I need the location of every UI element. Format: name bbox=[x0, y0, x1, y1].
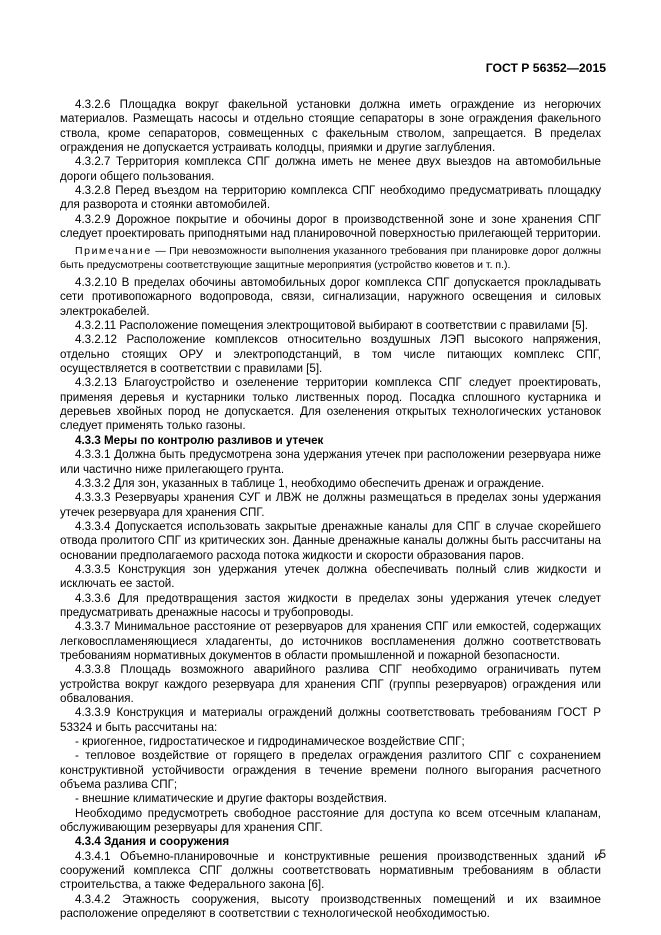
list-item-cryogenic: - криогенное, гидростатическое и гидродинамическое воздействие СПГ; bbox=[75, 735, 465, 749]
note-label: Примечание bbox=[75, 245, 152, 258]
paragraph-4-3-3-2: 4.3.3.2 Для зон, указанных в таблице 1, необходимо обеспечить дренаж и ограждение. bbox=[75, 476, 545, 490]
page-body bbox=[60, 98, 601, 922]
paragraph-4-3-2-11: 4.3.2.11 Расположение помещения электрощитовой выбирают в соответствии с правилами [5]. bbox=[75, 319, 589, 333]
list-item-climatic: - внешние климатические и другие факторы воздействия. bbox=[75, 792, 387, 806]
paragraph-4-3-3-7: 4.3.3.7 Минимальное расстояние от резервуаров для хранения СПГ или емкостей, содержащих легковоспламеняющиеся хладагенты, до источников воспламенения должно соответствовать требованиям нормативных документов в области промышленной и пожарной безопасности. bbox=[60, 620, 601, 662]
list-item-thermal: - тепловое воздействие от горящего в пределах ограждения разлитого СПГ с сохранением конструктивной устойчивости ограждения в течение времени полного выгорания расчетного объема разлива СПГ; bbox=[60, 749, 601, 792]
paragraph-4-3-3-6: 4.3.3.6 Для предотвращения застоя жидкости в пределах зоны удержания утечек следует предусматривать дренажные насосы и трубопроводы. bbox=[60, 591, 601, 619]
page-number: 5 bbox=[599, 847, 606, 861]
paragraph-4-3-2-10: 4.3.2.10 В пределах обочины автомобильных дорог комплекса СПГ допускается прокладывать сети противопожарного водопровода, связи, сигнализации, наружного освещения и силовых электрокабелей. bbox=[60, 276, 601, 318]
paragraph-4-3-3-4: 4.3.3.4 Допускается использовать закрытые дренажные каналы для СПГ в случае скорейшего отвода пролитого СПГ из критических зон. Данные дренажные каналы должны быть рассчитаны на основании предполагаемого расхода потока жидкости и скорости образования паров. bbox=[60, 519, 601, 562]
paragraph-4-3-3-1: 4.3.3.1 Должна быть предусмотрена зона удержания утечек при расположении резервуара ниже или частично ниже прилегающего грунта. bbox=[60, 448, 601, 476]
paragraph-4-3-2-12: 4.3.2.12 Расположение комплексов относительно воздушных ЛЭП высокого напряжения, отдельно стоящих ОРУ и электроподстанций, в том числе питающих комплекс СПГ, осуществляется в соответствии с правилами [5]. bbox=[60, 333, 601, 376]
paragraph-4-3-2-6: 4.3.2.6 Площадка вокруг факельной установки должна иметь ограждение из негорючих материалов. Размещать насосы и отдельно стоящие сепараторы в зоне ограждения факельного ствола, кроме сепараторов, совмещенных с факельным стволом, запрещается. В пределах ограждения не допускается устраивать колодцы, приямки и другие заглубления. bbox=[60, 98, 601, 155]
section-heading-4-3-4: 4.3.4 Здания и сооружения bbox=[75, 835, 230, 849]
paragraph-4-3-3-9: 4.3.3.9 Конструкция и материалы ограждений должны соответствовать требованиям ГОСТ Р 53324 и быть рассчитаны на: bbox=[60, 706, 601, 734]
paragraph-4-3-3-8: 4.3.3.8 Площадь возможного аварийного разлива СПГ необходимо ограничивать путем устройства вокруг каждого резервуара для хранения СПГ (группы резервуаров) ограждения или обвалования. bbox=[60, 663, 601, 705]
paragraph-4-3-2-9: 4.3.2.9 Дорожное покрытие и обочины дорог в производственной зоне и зоне хранения СПГ следует проектировать приподнятыми над планировочной поверхностью прилегающей территории. bbox=[60, 212, 601, 241]
paragraph-4-3-2-7: 4.3.2.7 Территория комплекса СПГ должна иметь не менее двух выездов на автомобильные дороги общего пользования. bbox=[60, 155, 601, 183]
paragraph-access-distance: Необходимо предусмотреть свободное расстояние для доступа ко всем отсечным клапанам, обслуживающим резервуары для хранения СПГ. bbox=[60, 806, 601, 835]
paragraph-4-3-3-3: 4.3.3.3 Резервуары хранения СУГ и ЛВЖ не должны размещаться в пределах зоны удержания утечек резервуара для хранения СПГ. bbox=[60, 491, 601, 519]
paragraph-4-3-4-1: 4.3.4.1 Объемно-планировочные и конструктивные решения производственных зданий и сооружений комплекса СПГ должны соответствовать нормативным требованиям в области строительства, а также Федерального закона [6]. bbox=[60, 849, 601, 892]
section-heading-4-3-3: 4.3.3 Меры по контролю разливов и утечек bbox=[75, 433, 324, 447]
paragraph-4-3-3-5: 4.3.3.5 Конструкция зон удержания утечек должна обеспечивать полный слив жидкости и исключать ее застой. bbox=[60, 562, 601, 591]
standard-designation: ГОСТ Р 56352—2015 bbox=[485, 61, 606, 75]
note-text: — При невозможности выполнения указанного требования при планировке дорог должны быть предусмотрены соответствующие защитные мероприятия (устройство кюветов и т. п.). bbox=[60, 245, 601, 272]
paragraph-4-3-4-2: 4.3.4.2 Этажность сооружения, высоту производственных помещений и их взаимное расположение определяют в соответствии с технологической необходимостью. bbox=[60, 892, 601, 921]
note bbox=[60, 245, 601, 273]
paragraph-4-3-2-8: 4.3.2.8 Перед въездом на территорию комплекса СПГ необходимо предусматривать площадку для разворота и стоянки автомобилей. bbox=[60, 184, 601, 212]
paragraph-4-3-2-13: 4.3.2.13 Благоустройство и озеленение территории комплекса СПГ следует проектировать, применяя деревья и кустарники только лиственных пород. Посадка сплошного кустарника и деревьев хвойных пород не допускается. Для озеленения открытых технологических установок следует применять только газоны. bbox=[60, 376, 601, 433]
